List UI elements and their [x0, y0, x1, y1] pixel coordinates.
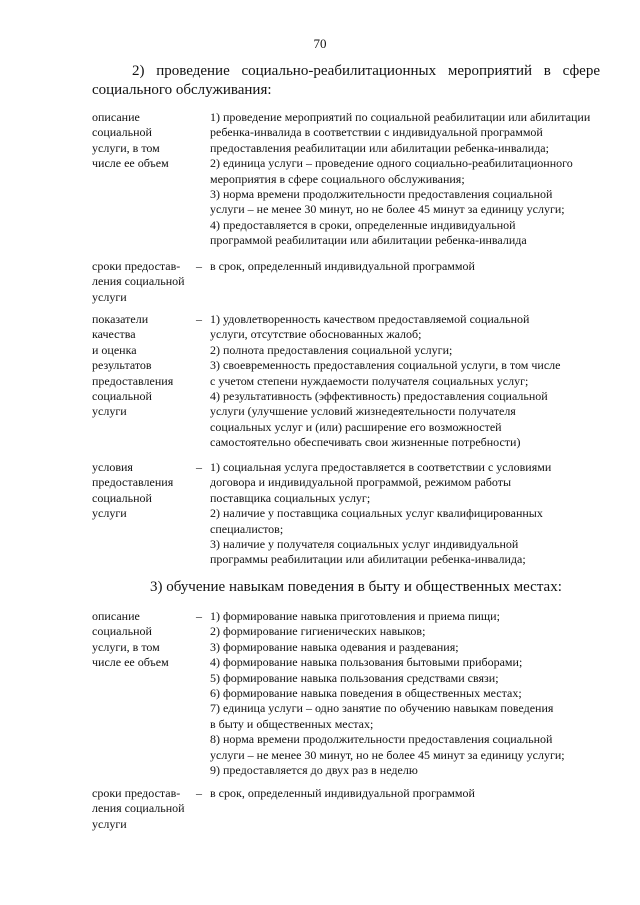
s3-description-dash: – [196, 609, 202, 623]
text-line: 3) норма времени продолжительности предоставления социальной [210, 187, 553, 202]
text-line: 2) наличие у поставщика социальных услуг квалифицированных [210, 506, 543, 521]
text-line: 3) своевременность предоставления социальной услуги, в том числе [210, 358, 561, 373]
text-line: 4) формирование навыка пользования бытовыми приборами; [210, 655, 523, 670]
section-2-heading [92, 62, 600, 100]
text-line: 3) формирование навыка одевания и раздевания; [210, 639, 459, 654]
text-line: специалистов; [210, 521, 284, 536]
s2-deadlines-value [210, 259, 602, 274]
text-line: социальной [92, 389, 152, 404]
text-line: 4) результативность (эффективность) предоставления социальной [210, 389, 548, 404]
text-line: 8) норма времени продолжительности предоставления социальной [210, 732, 553, 747]
s3-deadlines-dash: – [196, 786, 202, 800]
text-line: и оценка [92, 342, 137, 357]
s2-quality-dash: – [196, 312, 202, 326]
text-line: 2) полнота предоставления социальной услуги; [210, 342, 453, 357]
text-line: предоставления [92, 373, 174, 388]
text-line: предоставления реабилитации или абилитации ребенка-инвалида; [210, 140, 549, 155]
s2-quality-label [92, 312, 192, 420]
s3-deadlines-value [210, 786, 602, 801]
text-line: условия [92, 460, 133, 474]
section-2-heading-line-2: социального обслуживания: [92, 82, 272, 98]
text-line: социальной [92, 624, 152, 639]
s2-deadlines-label [92, 259, 192, 305]
text-line: 9) предоставляется до двух раз в неделю [210, 763, 418, 778]
text-line: услуги [92, 289, 127, 304]
text-line: услуги (улучшение условий жизнедеятельности получателя [210, 404, 516, 419]
text-line: программы реабилитации или абилитации ребенка-инвалида; [210, 552, 526, 567]
text-line: договора и индивидуальной программой, режимом работы [210, 475, 512, 490]
text-line: услуги – не менее 30 минут, но не более 45 минут за единицу услуги; [210, 747, 565, 762]
s3-deadlines-label [92, 786, 192, 832]
text-line: услуги [92, 506, 127, 521]
text-line: услуги – не менее 30 минут, но не более 45 минут за единицу услуги; [210, 202, 565, 217]
text-line: 1) удовлетворенность качеством предоставляемой социальной [210, 312, 530, 326]
text-line: качества [92, 327, 136, 342]
text-line: 5) формирование навыка пользования средствами связи; [210, 670, 499, 685]
text-line: с учетом степени нуждаемости получателя социальных услуг; [210, 373, 529, 388]
s3-description-value [210, 609, 612, 778]
text-line: 1) формирование навыка приготовления и приема пищи; [210, 609, 500, 623]
s2-conditions-dash: – [196, 460, 202, 474]
s2-deadlines-dash: – [196, 259, 202, 273]
text-line: результатов [92, 358, 152, 373]
text-line: услуги [92, 404, 127, 419]
text-line: в быту и общественных местах; [210, 716, 374, 731]
text-line: поставщика социальных услуг; [210, 490, 371, 505]
text-line: показатели [92, 312, 149, 326]
text-line: 1) проведение мероприятий по социальной реабилитации или абилитации [210, 110, 591, 124]
text-line: 7) единица услуги – одно занятие по обучению навыкам поведения [210, 701, 554, 716]
section-3-heading: 3) обучение навыкам поведения в быту и общественных местах: [150, 579, 562, 595]
text-line: 3) наличие у получателя социальных услуг индивидуальной [210, 537, 519, 552]
text-line: сроки предостав- [92, 259, 181, 273]
text-line: ления социальной [92, 274, 185, 289]
s3-description-label [92, 609, 192, 671]
page-number: 70 [313, 36, 327, 51]
s2-description-label [92, 110, 192, 172]
text-line: социальных услуг и (или) расширение его возможностей [210, 419, 502, 434]
s2-conditions-value [210, 460, 602, 568]
text-line: числе ее объем [92, 655, 169, 670]
text-line: сроки предостав- [92, 786, 181, 800]
text-line: услуги, отсутствие обоснованных жалоб; [210, 327, 422, 342]
text-line: социальной [92, 490, 152, 505]
text-line: услуги, в том [92, 140, 160, 155]
text-line: услуги, в том [92, 639, 160, 654]
text-line: 4) предоставляется в сроки, определенные индивидуальной [210, 217, 516, 232]
text-line: 6) формирование навыка поведения в общественных местах; [210, 686, 522, 701]
text-line: мероприятия в сфере социального обслуживания; [210, 171, 465, 186]
text-line: числе ее объем [92, 156, 169, 171]
text-line: ребенка-инвалида в соответствии с индивидуальной программой [210, 125, 543, 140]
text-line: в срок, определенный индивидуальной программой [210, 786, 475, 800]
section-2-heading-line-1: 2) проведение социально-реабилитационных мероприятий в сфере [132, 63, 600, 79]
text-line: предоставления [92, 475, 174, 490]
text-line: 1) социальная услуга предоставляется в соответствии с условиями [210, 460, 552, 474]
text-line: описание [92, 110, 140, 124]
text-line: услуги [92, 816, 127, 831]
text-line: программой реабилитации или абилитации ребенка-инвалида [210, 233, 527, 248]
s2-description-value [210, 110, 610, 249]
text-line: 2) единица услуги – проведение одного социально-реабилитационного [210, 156, 573, 171]
s2-quality-value [210, 312, 602, 451]
text-line: описание [92, 609, 140, 623]
text-line: 2) формирование гигиенических навыков; [210, 624, 426, 639]
text-line: в срок, определенный индивидуальной программой [210, 259, 475, 273]
s2-conditions-label [92, 460, 192, 522]
text-line: социальной [92, 125, 152, 140]
text-line: ления социальной [92, 801, 185, 816]
text-line: самостоятельно обеспечивать свои жизненные потребности) [210, 435, 521, 450]
